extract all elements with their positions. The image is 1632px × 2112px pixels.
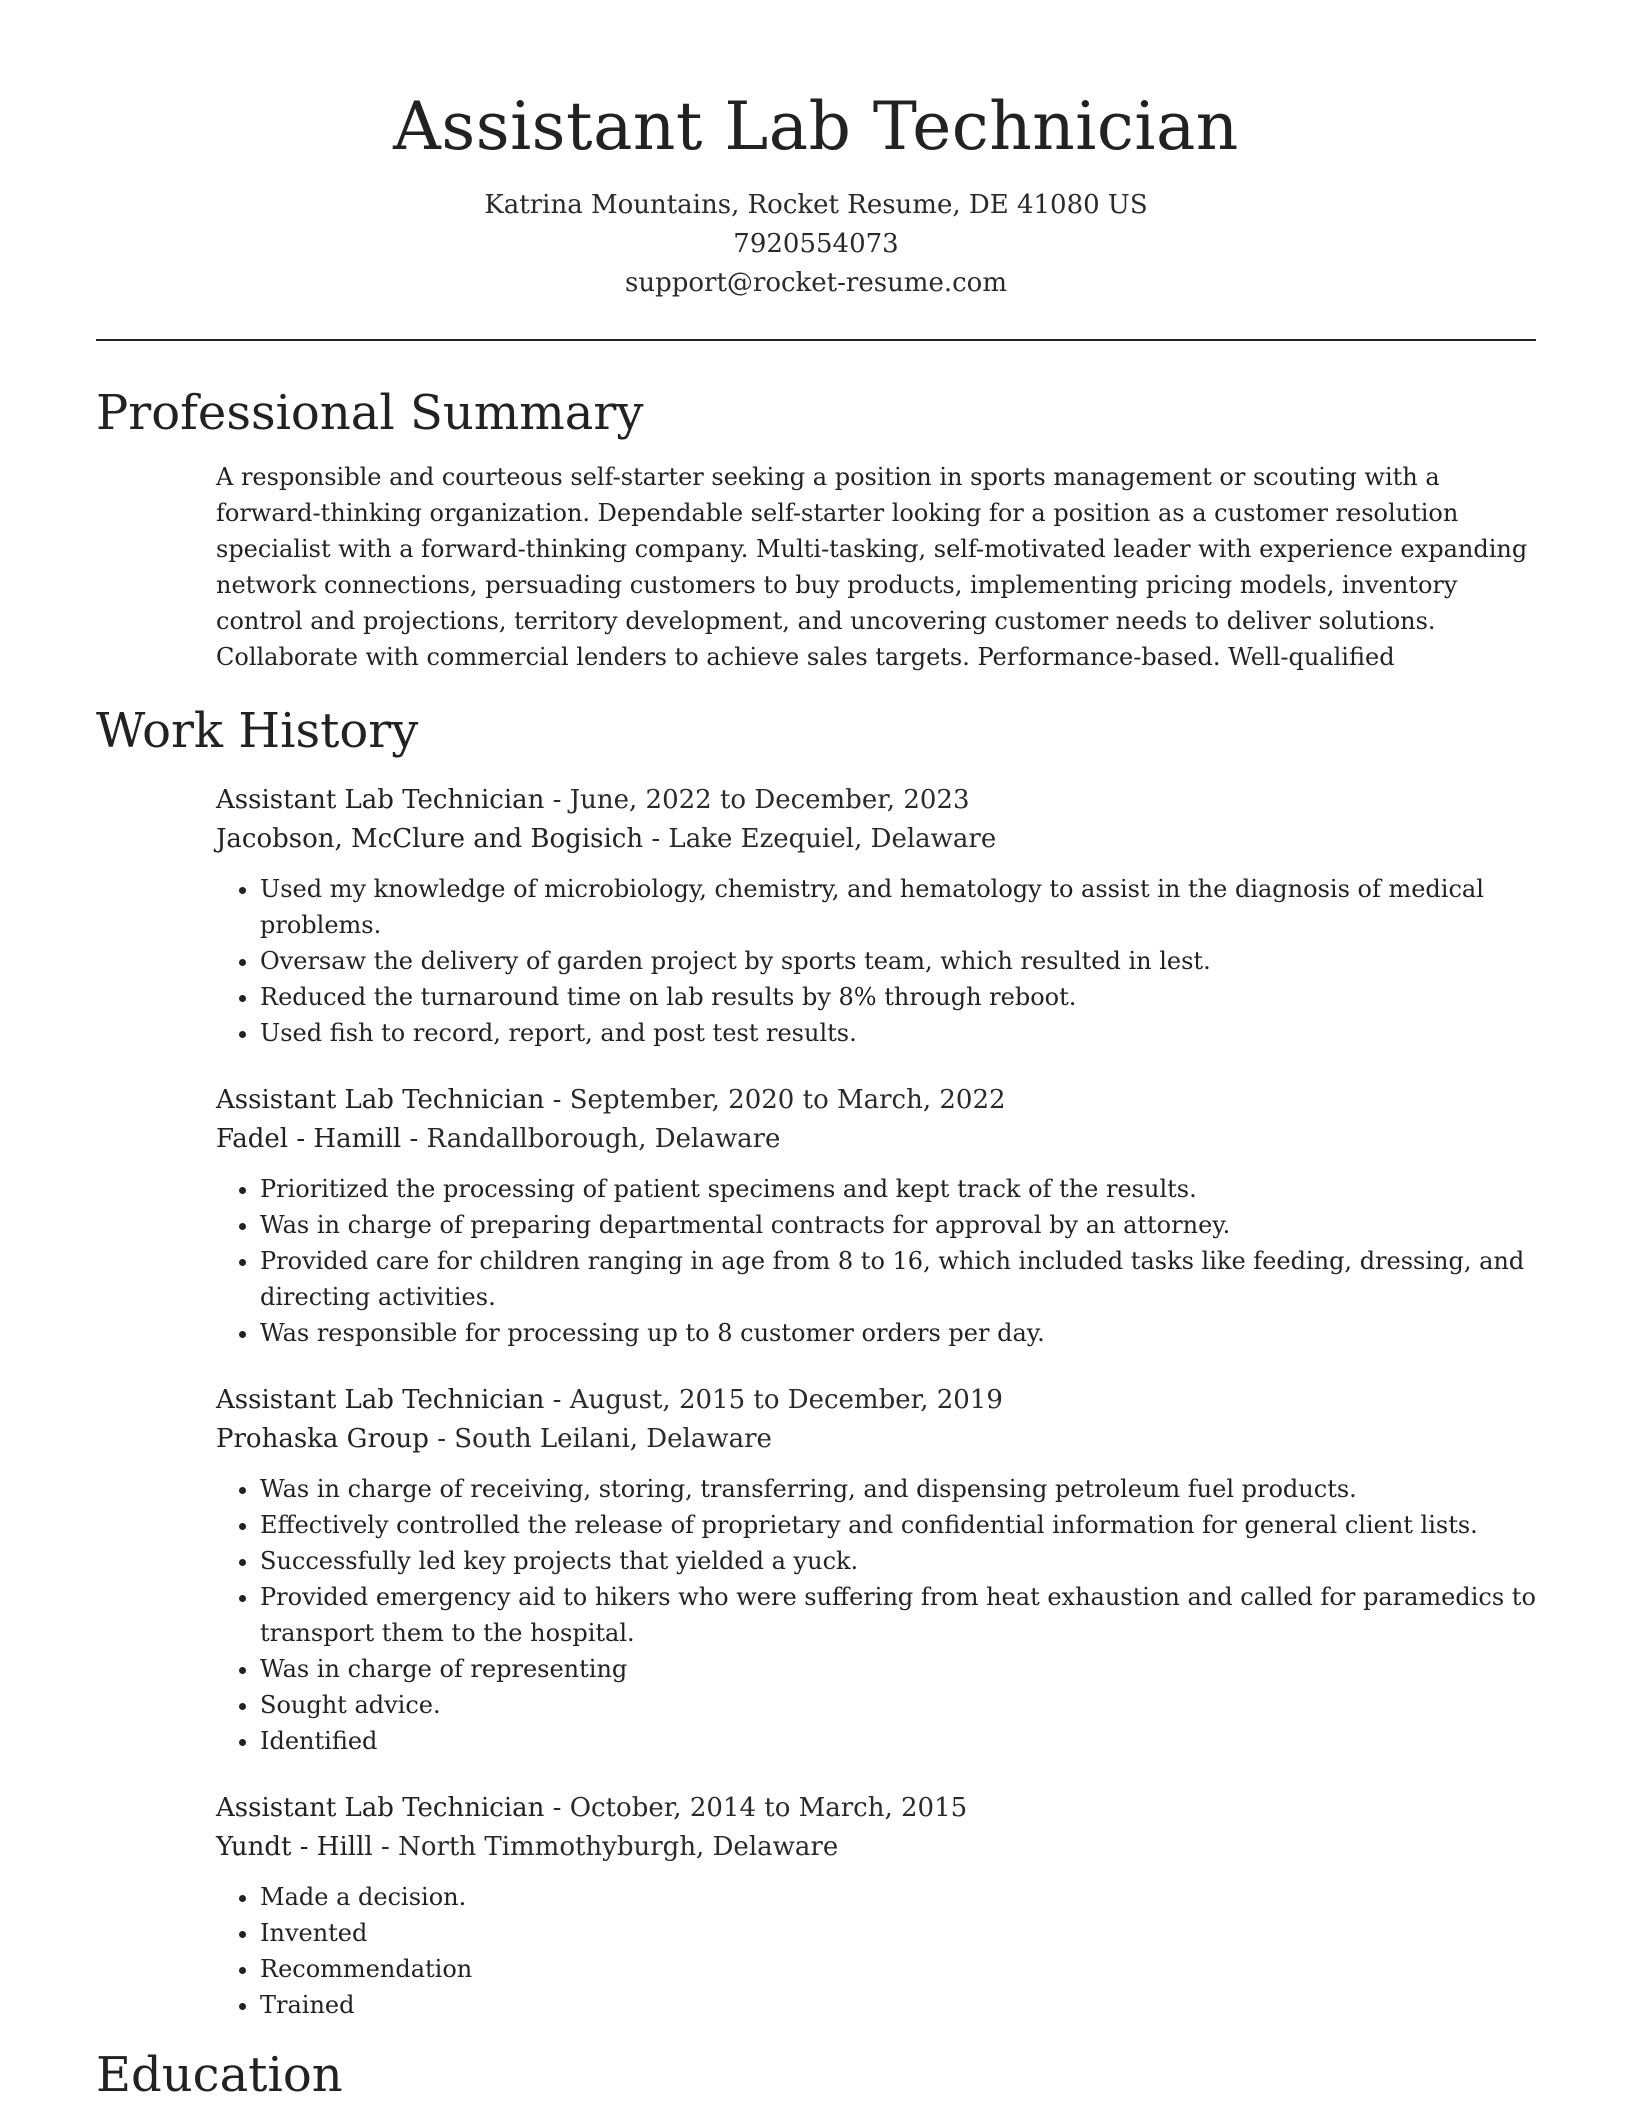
job-entry	[216, 1381, 1536, 1759]
job-bullet: • Provided emergency aid to hikers who were suffering from heat exhaustion and called for paramedics to transport them to the hospital.	[260, 1579, 1536, 1651]
job-entry	[216, 1789, 1536, 2023]
job-bullet: • Effectively controlled the release of proprietary and confidential information for general client lists.	[260, 1507, 1536, 1543]
job-bullet: • Provided care for children ranging in age from 8 to 16, which included tasks like feeding, dressing, and directing activities.	[260, 1243, 1536, 1315]
job-bullet: • Invented	[260, 1915, 1536, 1951]
job-location: - North Timmothyburgh, Delaware	[372, 1832, 839, 1862]
job-dates: - August, 2015 to December, 2019	[544, 1385, 1003, 1415]
job-title-line	[216, 1789, 1536, 1828]
job-company-line	[216, 1420, 1536, 1459]
section-title-work-history: Work History	[96, 703, 419, 759]
job-bullets	[216, 1171, 1536, 1351]
resume-header	[96, 0, 1536, 303]
job-location: - South Leilani, Delaware	[428, 1424, 772, 1454]
job-bullet: • Made a decision.	[260, 1879, 1536, 1915]
job-title-line	[216, 1081, 1536, 1120]
job-entry	[216, 781, 1536, 1051]
contact-address: Katrina Mountains, Rocket Resume, DE 41080 US	[484, 190, 1148, 220]
contact-info	[96, 186, 1536, 303]
job-bullet: • Used my knowledge of microbiology, chemistry, and hematology to assist in the diagnosis of medical problems.	[260, 871, 1536, 943]
job-bullets	[216, 871, 1536, 1051]
job-bullet: • Trained	[260, 1987, 1536, 2023]
job-bullet: • Oversaw the delivery of garden project by sports team, which resulted in lest.	[260, 943, 1536, 979]
job-role: Assistant Lab Technician	[216, 1793, 545, 1823]
job-bullet: • Was in charge of receiving, storing, transferring, and dispensing petroleum fuel products.	[260, 1471, 1536, 1507]
job-bullet: • Sought advice.	[260, 1687, 1536, 1723]
job-company-line	[216, 1120, 1536, 1159]
job-bullet: • Was in charge of preparing departmental contracts for approval by an attorney.	[260, 1207, 1536, 1243]
job-title-line	[216, 1381, 1536, 1420]
section-title-summary: Professional Summary	[96, 385, 644, 441]
summary-text: A responsible and courteous self-starter seeking a position in sports management or scouting with a forward-thinking organization. Dependable self-starter looking for a position as a customer resolution specialist with a forward-thinking company. Multi-tasking, self-motivated leader with experience expanding network connections, persuading customers to buy products, implementing pricing models, inventory control and projections, territory development, and uncovering customer needs to deliver solutions. Collaborate with commercial lenders to achieve sales targets. Performance-based. Well-qualified	[216, 463, 1528, 671]
job-bullet: • Used fish to record, report, and post test results.	[260, 1015, 1536, 1051]
job-dates: - June, 2022 to December, 2023	[544, 785, 970, 815]
job-role: Assistant Lab Technician	[216, 785, 545, 815]
job-role: Assistant Lab Technician	[216, 1385, 545, 1415]
summary-section	[216, 459, 1536, 675]
job-bullets	[216, 1879, 1536, 2023]
job-bullet: • Was responsible for processing up to 8 customer orders per day.	[260, 1315, 1536, 1351]
job-company: Prohaska Group	[216, 1424, 429, 1454]
job-bullet: • Was in charge of representing	[260, 1651, 1536, 1687]
job-bullet: • Identified	[260, 1723, 1536, 1759]
job-bullet: • Reduced the turnaround time on lab results by 8% through reboot.	[260, 979, 1536, 1015]
job-location: - Randallborough, Delaware	[401, 1124, 781, 1154]
work-history-section	[216, 781, 1536, 2023]
job-company-line	[216, 820, 1536, 859]
section-title-education: Education	[96, 2047, 343, 2103]
resume-name: Assistant Lab Technician	[393, 88, 1239, 165]
job-role: Assistant Lab Technician	[216, 1085, 545, 1115]
job-company-line	[216, 1828, 1536, 1867]
job-dates: - October, 2014 to March, 2015	[544, 1793, 968, 1823]
contact-phone: 7920554073	[733, 229, 899, 259]
job-company: Jacobson, McClure and Bogisich	[216, 824, 644, 854]
job-bullet: • Prioritized the processing of patient specimens and kept track of the results.	[260, 1171, 1536, 1207]
job-dates: - September, 2020 to March, 2022	[544, 1085, 1006, 1115]
header-divider	[96, 339, 1536, 341]
job-company: Fadel - Hamill	[216, 1124, 402, 1154]
job-bullet: • Recommendation	[260, 1951, 1536, 1987]
job-entry	[216, 1081, 1536, 1351]
contact-email: support@rocket-resume.com	[624, 268, 1007, 298]
job-company: Yundt - Hilll	[216, 1832, 373, 1862]
job-bullet: • Successfully led key projects that yielded a yuck.	[260, 1543, 1536, 1579]
job-location: - Lake Ezequiel, Delaware	[643, 824, 997, 854]
job-bullets	[216, 1471, 1536, 1759]
job-title-line	[216, 781, 1536, 820]
resume-page	[96, 0, 1536, 2112]
